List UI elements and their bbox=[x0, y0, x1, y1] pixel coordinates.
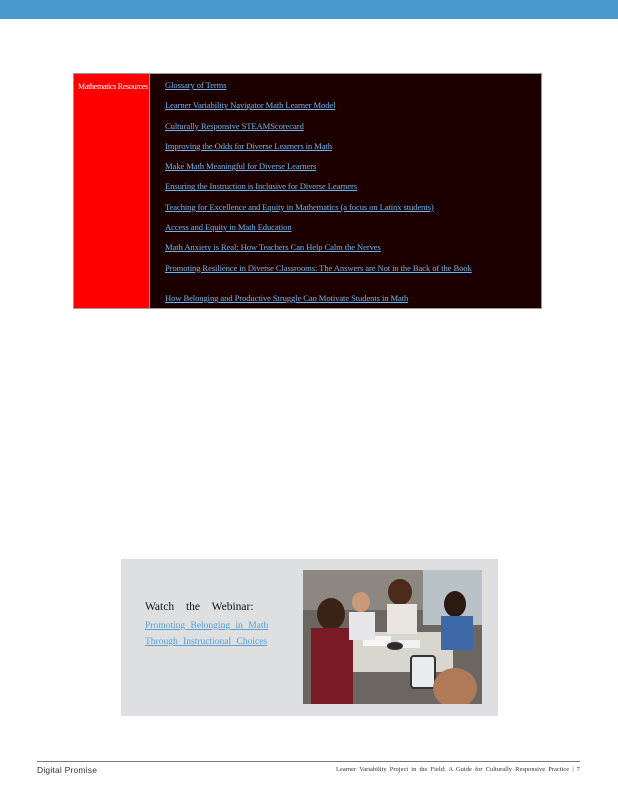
link-improving-the-odds[interactable]: Improving the Odds for Diverse Learners in Math bbox=[165, 140, 332, 151]
footer-divider bbox=[37, 761, 580, 762]
top-banner bbox=[0, 0, 618, 19]
link-math-learner-model[interactable]: Learner Variability Navigator Math Learner Model bbox=[165, 100, 336, 111]
footer-page-number: 7 bbox=[576, 766, 580, 773]
list-item bbox=[165, 100, 531, 120]
footer-document-info bbox=[336, 766, 580, 773]
resources-table bbox=[73, 73, 542, 309]
footer-doc-title: Learner Variability Project in the Field: A Guide for Culturally Responsive Practice bbox=[336, 766, 570, 773]
link-promoting-resilience[interactable]: Promoting Resilience in Diverse Classrooms: The Answers are Not in the Back of the Book bbox=[165, 262, 472, 273]
webinar-heading: Watch the Webinar: bbox=[145, 601, 254, 613]
list-item bbox=[165, 80, 531, 100]
classroom-photo bbox=[303, 570, 482, 704]
link-belonging-productive-struggle[interactable]: How Belonging and Productive Struggle Can Motivate Students in Math bbox=[165, 293, 409, 304]
footer-brand-logo: Digital Promise bbox=[37, 765, 98, 775]
link-teaching-for-excellence[interactable]: Teaching for Excellence and Equity in Mathematics (a focus on Latinx students) bbox=[165, 201, 434, 212]
classroom-photo-illustration bbox=[303, 570, 482, 704]
link-access-and-equity[interactable]: Access and Equity in Math Education bbox=[165, 222, 292, 233]
resources-link-list bbox=[150, 74, 541, 308]
list-item bbox=[165, 293, 531, 313]
list-item bbox=[165, 202, 531, 222]
link-make-math-meaningful[interactable]: Make Math Meaningful for Diverse Learners bbox=[165, 161, 317, 172]
link-steam-scorecard[interactable]: Culturally Responsive STEAMScorecard bbox=[165, 120, 304, 131]
list-item bbox=[165, 242, 531, 262]
list-item bbox=[165, 222, 531, 242]
webinar-link[interactable]: Promoting Belonging in Math Through Instructional Choices bbox=[145, 621, 269, 647]
link-glossary-of-terms[interactable]: Glossary of Terms bbox=[165, 80, 227, 90]
footer-separator: | bbox=[572, 766, 574, 773]
list-item bbox=[165, 181, 531, 201]
link-inclusive-instruction[interactable]: Ensuring the Instruction is Inclusive for Diverse Learners bbox=[165, 181, 358, 192]
list-item bbox=[165, 263, 531, 293]
list-item bbox=[165, 121, 531, 141]
list-item bbox=[165, 141, 531, 161]
webinar-callout bbox=[121, 559, 498, 716]
resources-category-label: Mathematics Resources bbox=[74, 74, 150, 308]
link-math-anxiety[interactable]: Math Anxiety is Real: How Teachers Can Help Calm the Nerves bbox=[165, 242, 381, 253]
list-item bbox=[165, 161, 531, 181]
